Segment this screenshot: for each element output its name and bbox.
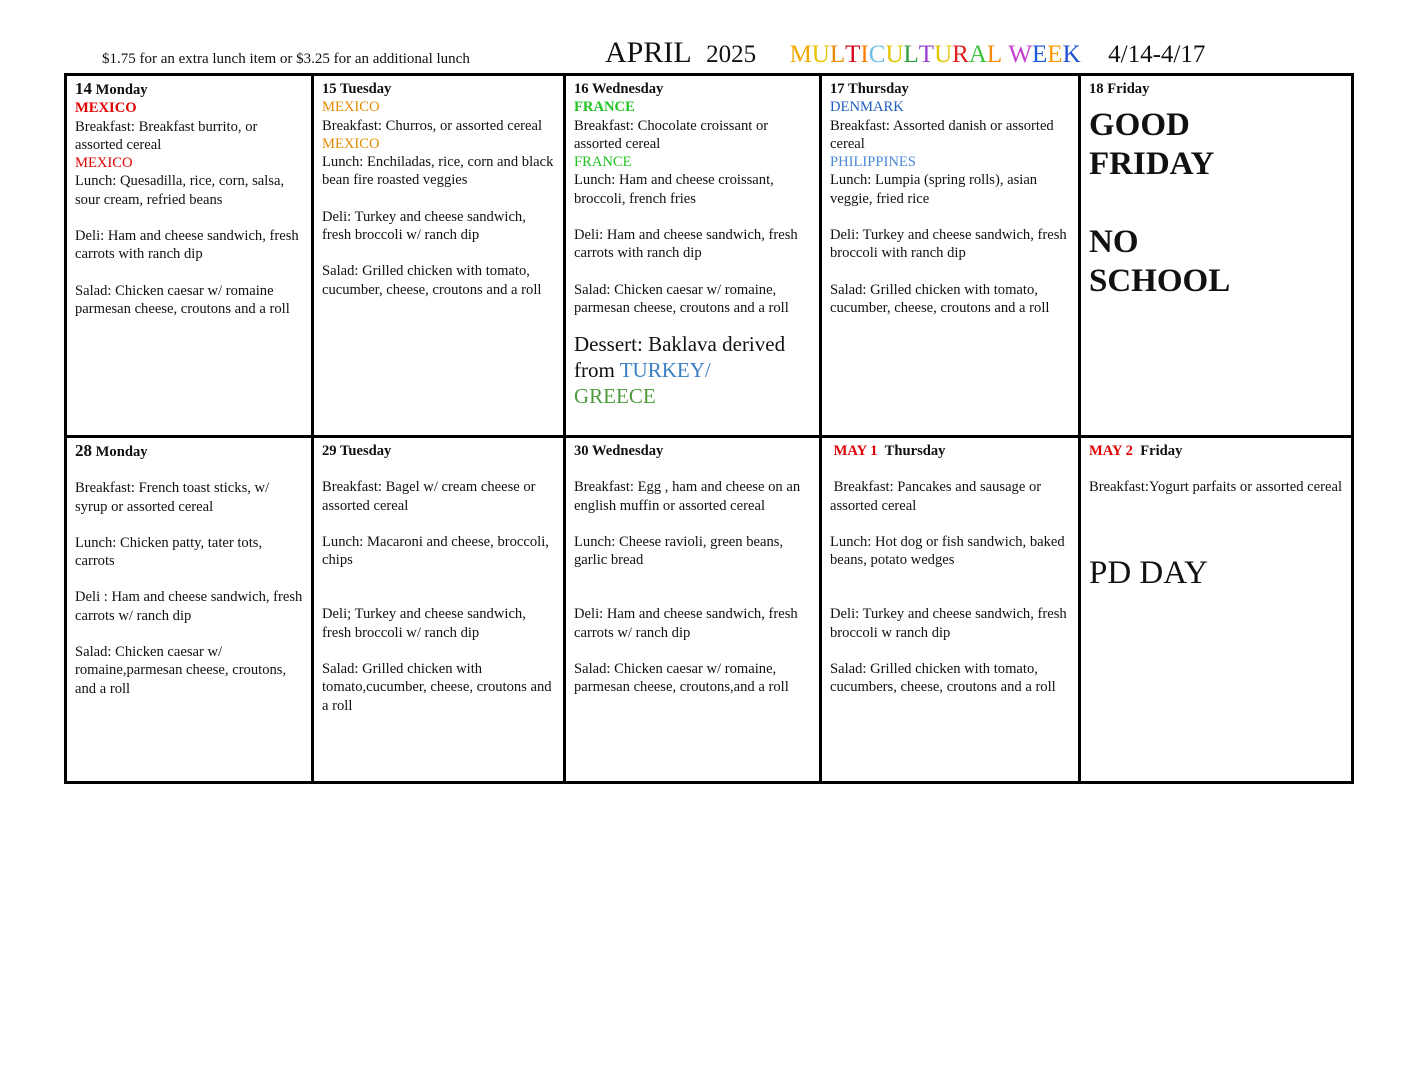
breakfast-item: Breakfast: Egg , ham and cheese on an english muffin or assorted cereal bbox=[574, 479, 801, 514]
deli-item: Deli: Ham and cheese sandwich, fresh carrots with ranch dip bbox=[574, 227, 798, 262]
country-label: FRANCE bbox=[574, 154, 632, 171]
lunch-item: Lunch: Macaroni and cheese, broccoli, chips bbox=[322, 533, 549, 569]
dessert-item: Dessert: Baklava derived from TURKEY/ GREECE bbox=[574, 332, 786, 409]
multicultural-week-label bbox=[790, 41, 1081, 68]
lunch-item: Lunch: Chicken patty, tater tots, carrots bbox=[75, 534, 263, 570]
day-cell-17 bbox=[821, 75, 1080, 437]
breakfast-item: Breakfast: Bagel w/ cream cheese or assorted cereal bbox=[322, 479, 536, 514]
deli-item: Deli; Turkey and cheese sandwich, fresh broccoli w/ ranch dip bbox=[322, 606, 526, 641]
title-letter: W bbox=[1008, 41, 1033, 68]
deli-item: Deli: Ham and cheese sandwich, fresh carrots w/ ranch dip bbox=[574, 606, 798, 641]
day-header: 18 Friday bbox=[1089, 81, 1150, 97]
country-label: PHILIPPINES bbox=[830, 154, 916, 171]
title-letter: U bbox=[934, 41, 953, 68]
title-letter: C bbox=[868, 41, 886, 68]
salad-item: Salad: Grilled chicken with tomato, cucumber, cheese, croutons and a roll bbox=[322, 263, 542, 298]
country-label: MEXICO bbox=[322, 99, 380, 116]
salad-item: Salad: Chicken caesar w/ romaine parmesan cheese, croutons and a roll bbox=[75, 282, 290, 317]
country-label: MEXICO bbox=[75, 100, 137, 117]
lunch-item: Lunch: Hot dog or fish sandwich, baked beans, potato wedges bbox=[830, 533, 1065, 569]
title-letter: U bbox=[811, 41, 830, 68]
lunch-item: Lunch: Lumpia (spring rolls), asian veggie, fried rice bbox=[830, 172, 1038, 207]
day-header: MAY 2 Friday bbox=[1089, 443, 1183, 459]
week-dates: 4/14-4/17 bbox=[1108, 41, 1206, 68]
breakfast-item: Breakfast: French toast sticks, w/ syrup or assorted cereal bbox=[75, 480, 270, 515]
day-header: 30 Wednesday bbox=[574, 443, 664, 459]
day-header: 15 Tuesday bbox=[322, 81, 392, 97]
title-letter: T bbox=[918, 41, 935, 68]
day-header: 16 Wednesday bbox=[574, 81, 664, 97]
pd-day-notice: PD DAY bbox=[1089, 554, 1208, 591]
year-label: 2025 bbox=[706, 41, 757, 68]
title-letter: A bbox=[968, 41, 987, 68]
month-label: APRIL bbox=[605, 36, 691, 69]
day-cell-28 bbox=[66, 437, 313, 783]
breakfast-item: Breakfast:Yogurt parfaits or assorted cereal bbox=[1089, 479, 1343, 496]
salad-item: Salad: Chicken caesar w/ romaine, parmesan cheese, croutons,and a roll bbox=[574, 661, 789, 696]
salad-item: Salad: Chicken caesar w/ romaine,parmesan cheese, croutons, and a roll bbox=[75, 644, 287, 697]
deli-item: Deli: Turkey and cheese sandwich, fresh broccoli w ranch dip bbox=[830, 606, 1067, 641]
lunch-item: Lunch: Cheese ravioli, green beans, garlic bread bbox=[574, 533, 784, 569]
title-letter: L bbox=[903, 41, 919, 68]
day-header: 17 Thursday bbox=[830, 81, 909, 97]
breakfast-item: Breakfast: Breakfast burrito, or assorted cereal bbox=[75, 118, 258, 153]
title-letter: E bbox=[1032, 41, 1048, 68]
pricing-note: $1.75 for an extra lunch item or $3.25 for an additional lunch bbox=[102, 51, 470, 67]
day-cell-30 bbox=[565, 437, 821, 783]
title-letter: I bbox=[860, 41, 869, 68]
day-cell-18 bbox=[1080, 75, 1353, 437]
breakfast-item: Breakfast: Churros, or assorted cereal bbox=[322, 117, 543, 134]
salad-item: Salad: Grilled chicken with tomato,cucumber, cheese, croutons and a roll bbox=[322, 661, 552, 714]
deli-item: Deli : Ham and cheese sandwich, fresh carrots w/ ranch dip bbox=[75, 589, 303, 624]
salad-item: Salad: Grilled chicken with tomato, cucumber, cheese, croutons and a roll bbox=[830, 281, 1050, 316]
title-letter: K bbox=[1062, 41, 1081, 68]
title-letter: E bbox=[1047, 41, 1063, 68]
day-header: 29 Tuesday bbox=[322, 443, 392, 459]
day-cell-29 bbox=[313, 437, 565, 783]
deli-item: Deli: Turkey and cheese sandwich, fresh broccoli with ranch dip bbox=[830, 227, 1067, 262]
lunch-item: Lunch: Ham and cheese croissant, broccoli, french fries bbox=[574, 172, 774, 207]
lunch-item: Lunch: Quesadilla, rice, corn, salsa, sour cream, refried beans bbox=[75, 173, 285, 208]
day-cell-14 bbox=[66, 75, 313, 437]
week-row-2 bbox=[66, 437, 1353, 783]
day-header: 28 Monday bbox=[75, 441, 148, 460]
day-header: MAY 1 Thursday bbox=[833, 443, 946, 459]
title-letter: L bbox=[986, 41, 1003, 68]
lunch-item: Lunch: Enchiladas, rice, corn and black bean fire roasted veggies bbox=[322, 154, 554, 189]
title-letter: M bbox=[789, 41, 812, 68]
salad-item: Salad: Grilled chicken with tomato, cucumbers, cheese, croutons and a roll bbox=[830, 661, 1056, 696]
title-letter: R bbox=[952, 41, 969, 68]
day-header: 14 Monday bbox=[75, 79, 148, 98]
country-label: MEXICO bbox=[75, 155, 133, 172]
menu-calendar bbox=[64, 73, 1354, 784]
deli-item: Deli: Turkey and cheese sandwich, fresh broccoli w/ ranch dip bbox=[322, 208, 526, 244]
day-cell-may-2 bbox=[1080, 437, 1353, 783]
holiday-notice: GOOD FRIDAY NO SCHOOL bbox=[1089, 107, 1231, 300]
country-label: MEXICO bbox=[322, 135, 380, 152]
day-cell-16 bbox=[565, 75, 821, 437]
country-label: DENMARK bbox=[830, 99, 904, 116]
country-label: FRANCE bbox=[574, 99, 635, 116]
breakfast-item: Breakfast: Pancakes and sausage or assorted cereal bbox=[830, 479, 1045, 514]
breakfast-item: Breakfast: Assorted danish or assorted cereal bbox=[830, 117, 1054, 152]
day-cell-may-1 bbox=[821, 437, 1080, 783]
country-label: GREECE bbox=[574, 384, 656, 409]
title-letter: T bbox=[845, 41, 861, 68]
day-cell-15 bbox=[313, 75, 565, 437]
breakfast-item: Breakfast: Chocolate croissant or assorted cereal bbox=[574, 117, 769, 152]
salad-item: Salad: Chicken caesar w/ romaine, parmesan cheese, croutons and a roll bbox=[574, 281, 789, 316]
title-letter: L bbox=[829, 41, 846, 68]
deli-item: Deli: Ham and cheese sandwich, fresh carrots with ranch dip bbox=[75, 228, 299, 263]
week-row-1 bbox=[66, 75, 1353, 437]
title-letter: U bbox=[885, 41, 904, 68]
calendar-title bbox=[605, 36, 1205, 70]
country-label: TURKEY/ bbox=[619, 358, 711, 383]
